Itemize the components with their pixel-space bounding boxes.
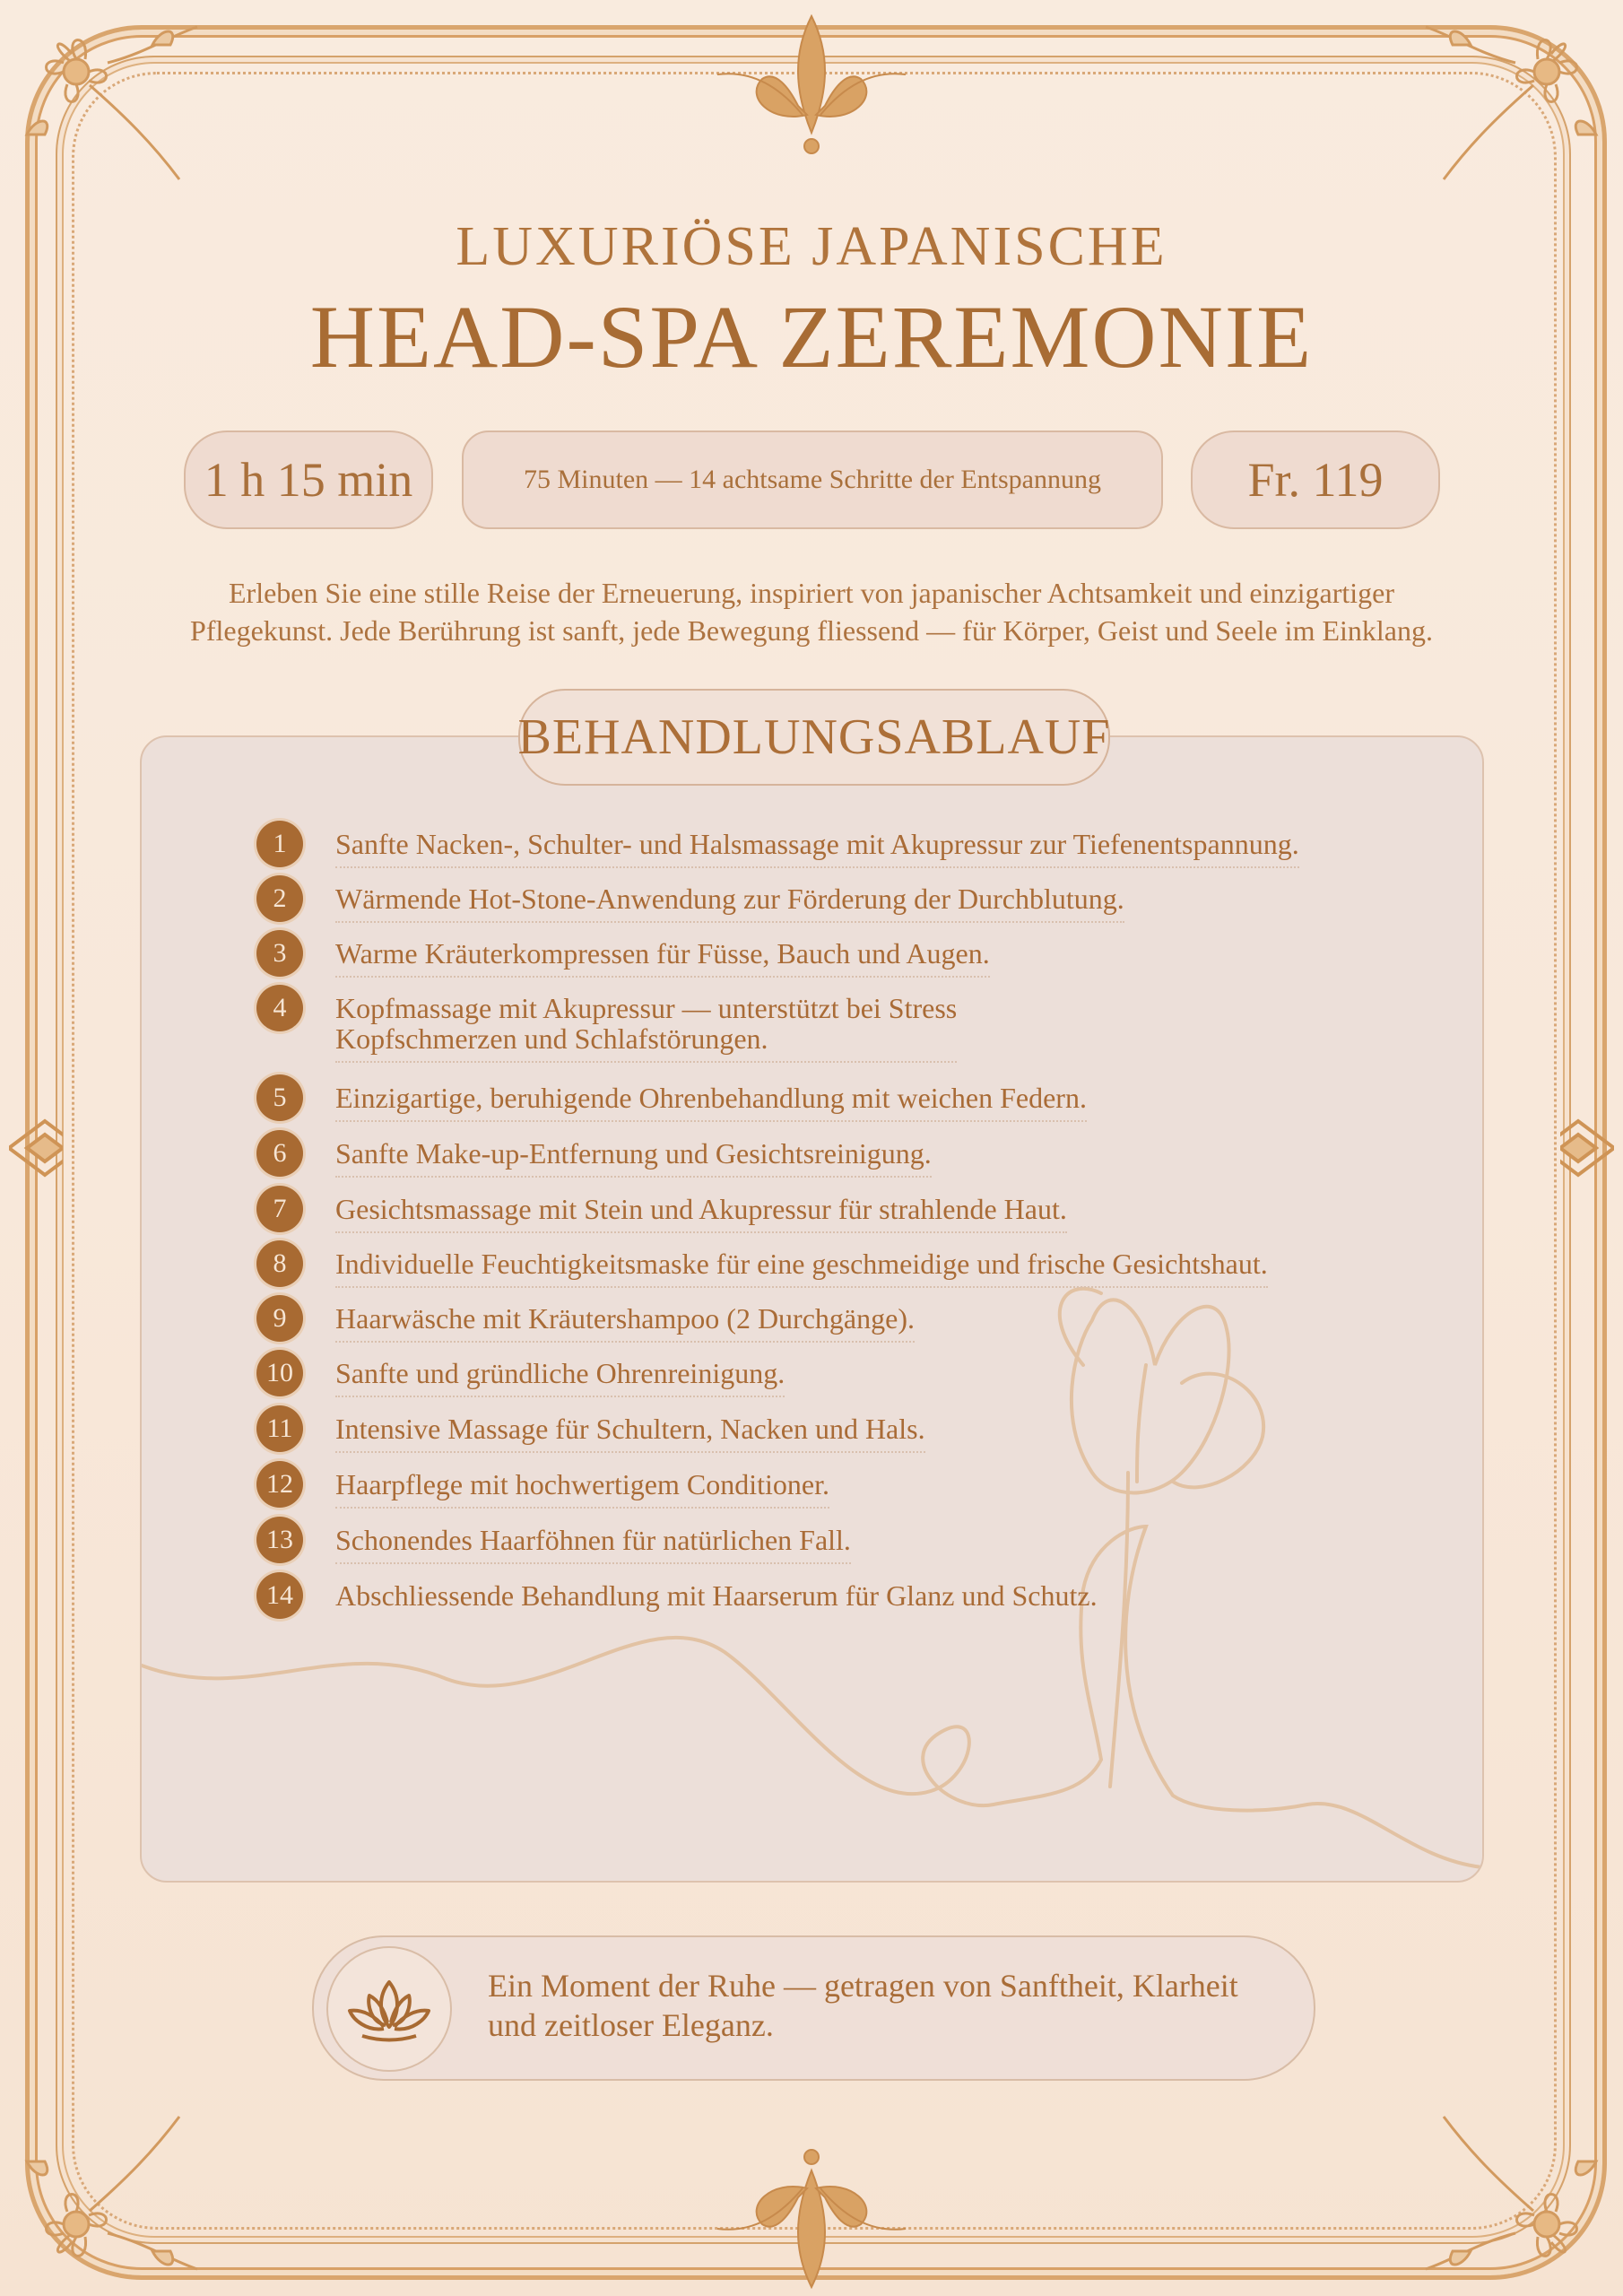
list-item bbox=[256, 1350, 785, 1397]
diamond-ornament-left-icon bbox=[9, 1085, 63, 1211]
list-item bbox=[256, 1240, 1268, 1288]
step-number: 11 bbox=[256, 1405, 303, 1452]
floral-corner-bottom-left-icon bbox=[0, 2081, 215, 2296]
list-item bbox=[256, 1295, 915, 1343]
step-number: 7 bbox=[256, 1186, 303, 1232]
step-text bbox=[335, 930, 990, 978]
footer-line-1: Ein Moment der Ruhe — getragen von Sanftheit, Klarheit bbox=[488, 1968, 1238, 2004]
list-item bbox=[256, 1186, 1067, 1233]
step-text-line: Sanfte Nacken-, Schulter- und Halsmassage mit Akupressur zur Tiefenentspannung. bbox=[335, 828, 1299, 860]
floral-corner-top-right-icon bbox=[1408, 0, 1623, 215]
step-text-line: Sanfte und gründliche Ohrenreinigung. bbox=[335, 1357, 785, 1389]
step-number: 4 bbox=[256, 985, 303, 1031]
list-item bbox=[256, 1517, 851, 1564]
duration-badge: 1 h 15 min bbox=[184, 430, 433, 529]
step-number: 8 bbox=[256, 1240, 303, 1287]
price-badge: Fr. 119 bbox=[1191, 430, 1440, 529]
step-number: 6 bbox=[256, 1130, 303, 1177]
step-number: 12 bbox=[256, 1461, 303, 1508]
step-text-line: Individuelle Feuchtigkeitsmaske für eine geschmeidige und frische Gesichtshaut. bbox=[335, 1248, 1268, 1280]
step-text-line: Wärmende Hot-Stone-Anwendung zur Förderung der Durchblutung. bbox=[335, 883, 1124, 915]
list-item bbox=[256, 1130, 932, 1178]
step-text bbox=[335, 1572, 1098, 1618]
step-text bbox=[335, 1517, 851, 1564]
step-text-line: Kopfschmerzen und Schlafstörungen. bbox=[335, 1022, 768, 1055]
step-number: 3 bbox=[256, 930, 303, 977]
step-text bbox=[335, 875, 1124, 923]
footer-line-2: und zeitloser Eleganz. bbox=[488, 2007, 774, 2043]
intro-line-2: Pflegekunst. Jede Berührung ist sanft, jede Bewegung fliessend — für Körper, Geist und Seele im Einklang. bbox=[190, 614, 1433, 647]
intro-line-1: Erleben Sie eine stille Reise der Erneuerung, inspiriert von japanischer Achtsamkeit und einzigartiger bbox=[228, 577, 1394, 609]
step-number: 14 bbox=[256, 1572, 303, 1619]
step-text-line: Warme Kräuterkompressen für Füsse, Bauch und Augen. bbox=[335, 937, 990, 970]
step-text-line: Intensive Massage für Schultern, Nacken und Hals. bbox=[335, 1413, 925, 1445]
title-line-1: LUXURIÖSE JAPANISCHE bbox=[456, 216, 1167, 277]
list-item bbox=[256, 930, 990, 978]
step-text bbox=[335, 821, 1299, 868]
list-item bbox=[256, 821, 1299, 868]
intro-paragraph bbox=[135, 574, 1488, 649]
step-number: 10 bbox=[256, 1350, 303, 1396]
lotus-badge bbox=[326, 1946, 452, 2072]
section-title: BEHANDLUNGSABLAUF bbox=[518, 689, 1110, 786]
step-text bbox=[335, 1074, 1087, 1122]
step-number: 9 bbox=[256, 1295, 303, 1342]
step-text-line: Einzigartige, beruhigende Ohrenbehandlung mit weichen Federn. bbox=[335, 1082, 1087, 1114]
step-text-line: Schonendes Haarföhnen für natürlichen Fall. bbox=[335, 1524, 851, 1556]
step-text-line: Gesichtsmassage mit Stein und Akupressur für strahlende Haut. bbox=[335, 1193, 1067, 1225]
step-text bbox=[335, 1350, 785, 1397]
list-item bbox=[256, 875, 1124, 923]
floral-corner-bottom-right-icon bbox=[1408, 2081, 1623, 2296]
list-item bbox=[256, 985, 957, 1063]
step-text bbox=[335, 1240, 1268, 1288]
step-number: 13 bbox=[256, 1517, 303, 1563]
step-text bbox=[335, 1405, 925, 1453]
step-number: 5 bbox=[256, 1074, 303, 1121]
list-item bbox=[256, 1461, 829, 1509]
lotus-icon bbox=[344, 1973, 434, 2045]
step-text bbox=[335, 985, 957, 1063]
list-item bbox=[256, 1572, 1098, 1619]
description-badge: 75 Minuten — 14 achtsame Schritte der Entspannung bbox=[462, 430, 1163, 529]
diamond-ornament-right-icon bbox=[1560, 1085, 1614, 1211]
floral-corner-top-left-icon bbox=[0, 0, 215, 215]
step-text-line: Haarpflege mit hochwertigem Conditioner. bbox=[335, 1468, 829, 1500]
list-item bbox=[256, 1074, 1087, 1122]
step-text-line: Kopfmassage mit Akupressur — unterstützt bei Stress bbox=[335, 992, 958, 1024]
step-text-line: Abschliessende Behandlung mit Haarserum für Glanz und Schutz. bbox=[335, 1579, 1098, 1612]
step-text-line: Haarwäsche mit Kräutershampoo (2 Durchgänge). bbox=[335, 1302, 915, 1335]
step-text-line: Sanfte Make-up-Entfernung und Gesichtsreinigung. bbox=[335, 1137, 932, 1170]
footer-text bbox=[488, 1966, 1277, 2045]
step-text bbox=[335, 1461, 829, 1509]
step-text bbox=[335, 1186, 1067, 1233]
page-title: HEAD-SPA ZEREMONIE bbox=[309, 287, 1314, 387]
step-number: 2 bbox=[256, 875, 303, 922]
fleur-de-lis-bottom-icon bbox=[699, 2144, 924, 2296]
step-number: 1 bbox=[256, 821, 303, 867]
list-item bbox=[256, 1405, 925, 1453]
step-text bbox=[335, 1130, 932, 1178]
footer-banner bbox=[312, 1935, 1315, 2081]
step-text bbox=[335, 1295, 915, 1343]
fleur-de-lis-top-icon bbox=[699, 7, 924, 160]
